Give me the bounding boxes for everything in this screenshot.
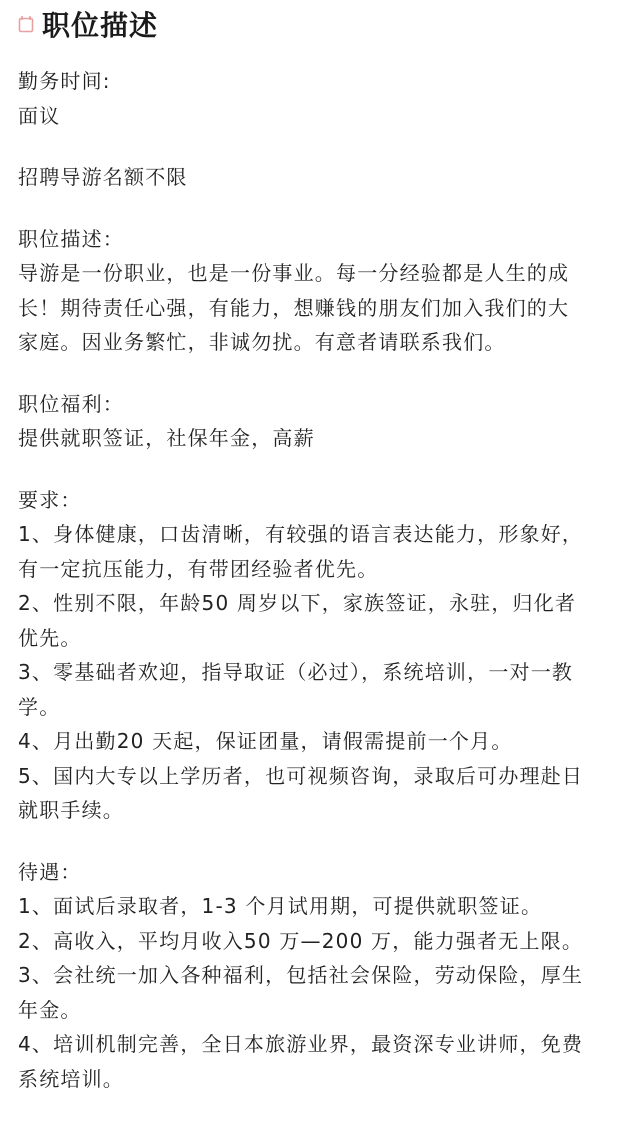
spacer	[18, 828, 626, 855]
page-title: 职位描述	[42, 9, 159, 42]
hours-value: 面议	[18, 103, 61, 128]
spacer	[18, 360, 626, 387]
requirement-line: 学。	[18, 694, 61, 719]
document-icon	[18, 15, 34, 33]
treatment-line: 系统培训。	[18, 1066, 124, 1091]
treatment-line: 1、面试后录取者，1-3 个月试用期，可提供就职签证。	[18, 894, 543, 918]
requirement-line: 3、零基础者欢迎，指导取证（必过），系统培训，一对一教	[18, 660, 574, 684]
requirement-line: 5、国内大专以上学历者，也可视频咨询，录取后可办理赴日	[18, 763, 584, 788]
requirements-label: 要求：	[18, 487, 82, 512]
requirement-line: 有一定抗压能力，有带团经验者优先。	[18, 556, 379, 581]
treatment-line: 年金。	[18, 997, 82, 1022]
description-label: 职位描述：	[18, 226, 124, 251]
job-description-body	[18, 64, 626, 1096]
hours-label: 勤务时间:	[18, 69, 111, 93]
benefits-value: 提供就职签证，社保年金，高薪	[18, 426, 315, 450]
requirement-line: 1、身体健康，口齿清晰，有较强的语言表达能力，形象好，	[18, 522, 584, 546]
requirement-line: 2、性别不限，年龄50 周岁以下，家族签证，永驻，归化者	[18, 591, 577, 615]
treatment-line: 4、培训机制完善，全日本旅游业界，最资深专业讲师，免费	[18, 1032, 584, 1056]
spacer	[18, 133, 626, 160]
page-header	[18, 2, 158, 46]
description-line: 家庭。因业务繁忙，非诚勿扰。有意者请联系我们。	[18, 330, 506, 354]
quota-text: 招聘导游名额不限	[18, 165, 188, 189]
treatment-line: 3、会社统一加入各种福利，包括社会保险，劳动保险，厚生	[18, 963, 584, 987]
description-line: 长！期待责任心强，有能力，想赚钱的朋友们加入我们的大	[18, 295, 570, 320]
requirement-line: 优先。	[18, 625, 82, 650]
requirement-line: 4、月出勤20 天起，保证团量，请假需提前一个月。	[18, 729, 513, 753]
benefits-label: 职位福利：	[18, 391, 124, 416]
requirement-line: 就职手续。	[18, 798, 124, 822]
spacer	[18, 456, 626, 483]
treatment-label: 待遇：	[18, 859, 82, 884]
description-line: 导游是一份职业，也是一份事业。每一分经验都是人生的成	[18, 261, 570, 285]
spacer	[18, 195, 626, 222]
treatment-line: 2、高收入，平均月收入50 万—200 万，能力强者无上限。	[18, 928, 584, 953]
